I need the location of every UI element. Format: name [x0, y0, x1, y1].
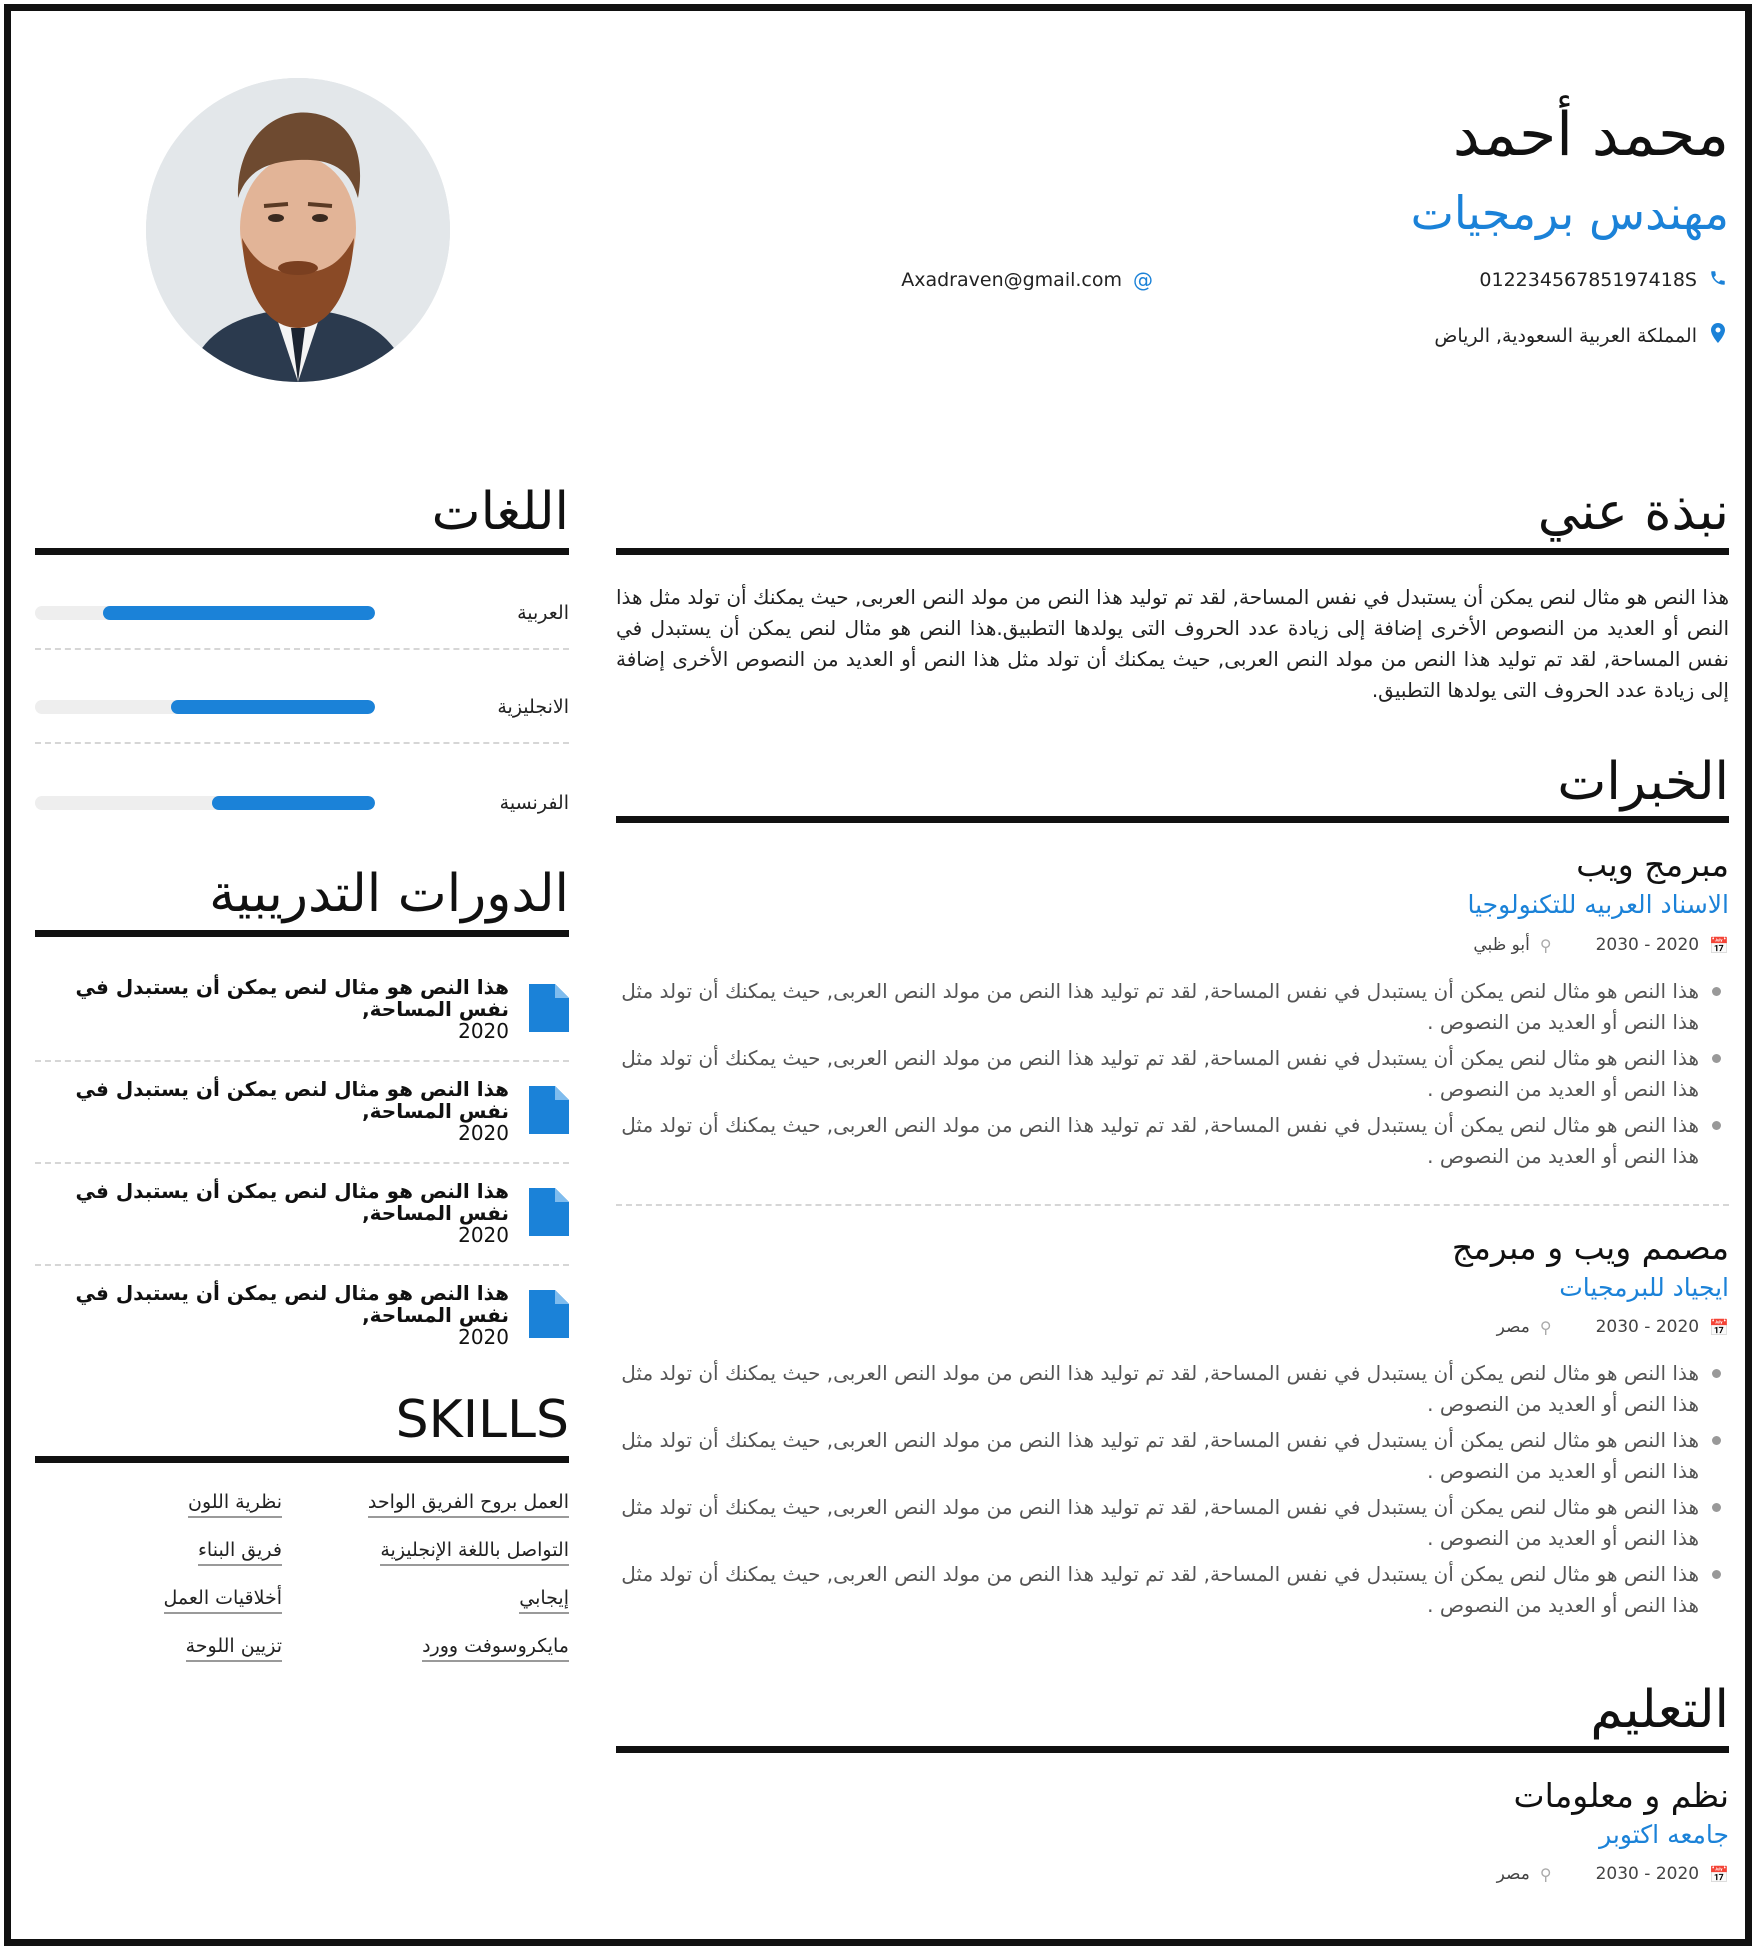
skill-item: إيجابي	[519, 1586, 569, 1614]
experience-rule	[616, 816, 1729, 823]
language-row-english	[35, 690, 569, 730]
courses-heading: الدورات التدريبية	[209, 864, 569, 924]
course-year: 2020	[458, 1019, 509, 1043]
list-item: هذا النص هو مثال لنص يمكن أن يستبدل في نفس المساحة, لقد تم توليد هذا النص من مولد النص العربى, حيث يمكنك أن تولد مثل هذا النص أو العديد من النصوص .	[616, 1425, 1729, 1487]
language-bar	[35, 796, 375, 810]
course-item	[35, 1180, 569, 1270]
course-year: 2020	[458, 1223, 509, 1247]
email-address[interactable]: Axadraven@gmail.com	[901, 269, 1122, 291]
job-1-dates: 2020 - 2030	[1595, 935, 1700, 955]
language-bar-fill	[103, 606, 375, 620]
profile-photo	[146, 78, 450, 382]
map-pin-icon	[1707, 323, 1729, 348]
location-contact	[1434, 323, 1729, 348]
list-item: هذا النص هو مثال لنص يمكن أن يستبدل في نفس المساحة, لقد تم توليد هذا النص من مولد النص العربى, حيث يمكنك أن تولد مثل هذا النص أو العديد من النصوص .	[616, 1043, 1729, 1105]
phone-icon	[1707, 268, 1729, 292]
calendar-icon: 📅	[1709, 1864, 1729, 1884]
education-school: جامعه اكتوبر	[1599, 1820, 1729, 1849]
course-year: 2020	[458, 1121, 509, 1145]
course-text: هذا النص هو مثال لنص يمكن أن يستبدل في نفس المساحة,	[75, 1179, 509, 1225]
document-icon	[529, 1188, 569, 1236]
map-pin-icon: ⚲	[1539, 1864, 1552, 1884]
skill-item: فريق البناء	[198, 1538, 282, 1566]
language-bar-fill	[212, 796, 375, 810]
person-name: محمد أحمد	[1452, 100, 1729, 170]
languages-heading: اللغات	[431, 482, 569, 542]
education-degree: نظم و معلومات	[1513, 1776, 1729, 1815]
divider	[35, 1060, 569, 1062]
header	[559, 0, 1729, 380]
skill-item: التواصل باللغة الإنجليزية	[380, 1538, 569, 1566]
course-item	[35, 1282, 569, 1372]
courses-rule	[35, 930, 569, 937]
skill-item: تزيين اللوحة	[186, 1634, 282, 1662]
job-2-title: مصمم ويب و مبرمج	[1451, 1228, 1729, 1267]
about-heading: نبذة عني	[1537, 482, 1729, 542]
map-pin-icon: ⚲	[1539, 1317, 1552, 1337]
language-name: الانجليزية	[497, 696, 569, 718]
course-year: 2020	[458, 1325, 509, 1349]
job-2-dates: 2020 - 2030	[1595, 1317, 1700, 1337]
calendar-icon: 📅	[1709, 935, 1729, 955]
list-item: هذا النص هو مثال لنص يمكن أن يستبدل في نفس المساحة, لقد تم توليد هذا النص من مولد النص العربى, حيث يمكنك أن تولد مثل هذا النص أو العديد من النصوص .	[616, 1110, 1729, 1172]
list-item: هذا النص هو مثال لنص يمكن أن يستبدل في نفس المساحة, لقد تم توليد هذا النص من مولد النص العربى, حيث يمكنك أن تولد مثل هذا النص أو العديد من النصوص .	[616, 976, 1729, 1038]
document-icon	[529, 1086, 569, 1134]
about-text: هذا النص هو مثال لنص يمكن أن يستبدل في نفس المساحة, لقد تم توليد هذا النص من مولد النص العربى, حيث يمكنك أن تولد مثل هذا النص أو العديد من النصوص الأخرى إضافة إلى زيادة عدد الحروف التى يولدها التطبيق.هذا النص هو مثال لنص يمكن أن يستبدل في نفس المساحة, لقد تم توليد هذا النص من مولد النص العربى, حيث يمكنك أن تولد مثل هذا النص أو العديد من النصوص الأخرى إضافة إلى زيادة عدد الحروف التى يولدها التطبيق.	[616, 585, 1729, 702]
course-text: هذا النص هو مثال لنص يمكن أن يستبدل في نفس المساحة,	[75, 1281, 509, 1327]
document-icon	[529, 984, 569, 1032]
job-1-meta	[1473, 935, 1729, 955]
divider	[35, 1264, 569, 1266]
education-meta	[1497, 1864, 1729, 1884]
language-bar	[35, 606, 375, 620]
job-1-title: مبرمج ويب	[1576, 845, 1729, 884]
divider	[35, 1162, 569, 1164]
skills-list	[35, 1490, 569, 1662]
phone-contact	[1479, 268, 1729, 292]
education-location: مصر	[1496, 1864, 1530, 1884]
job-title: مهندس برمجيات	[1410, 186, 1729, 240]
skill-item: مايكروسوفت وورد	[422, 1634, 569, 1662]
language-name: العربية	[517, 602, 569, 624]
skill-item: نظرية اللون	[188, 1490, 282, 1518]
at-icon: @	[1133, 268, 1153, 292]
language-name: الفرنسية	[499, 792, 569, 814]
course-item	[35, 1078, 569, 1168]
email-contact	[901, 268, 1154, 292]
job-2-meta	[1497, 1317, 1729, 1337]
job-1-bullets	[616, 976, 1729, 1177]
education-dates: 2020 - 2030	[1595, 1864, 1700, 1884]
education-heading: التعليم	[1590, 1680, 1729, 1740]
job-1-location: أبو ظبي	[1473, 935, 1530, 955]
document-icon	[529, 1290, 569, 1338]
divider	[35, 742, 569, 744]
calendar-icon: 📅	[1709, 1317, 1729, 1337]
skills-rule	[35, 1456, 569, 1463]
job-1-company: الاسناد العربيه للتكنولوجيا	[1467, 890, 1729, 919]
course-item	[35, 976, 569, 1066]
course-text: هذا النص هو مثال لنص يمكن أن يستبدل في نفس المساحة,	[75, 975, 509, 1021]
job-2-location: مصر	[1496, 1317, 1530, 1337]
divider	[616, 1204, 1729, 1206]
list-item: هذا النص هو مثال لنص يمكن أن يستبدل في نفس المساحة, لقد تم توليد هذا النص من مولد النص العربى, حيث يمكنك أن تولد مثل هذا النص أو العديد من النصوص .	[616, 1358, 1729, 1420]
skills-heading: SKILLS	[395, 1390, 569, 1450]
map-pin-icon: ⚲	[1539, 935, 1552, 955]
experience-heading: الخبرات	[1557, 752, 1729, 812]
skill-item: العمل بروح الفريق الواحد	[368, 1490, 569, 1518]
job-2-company: ايجياد للبرمجيات	[1559, 1273, 1729, 1302]
course-text: هذا النص هو مثال لنص يمكن أن يستبدل في نفس المساحة,	[75, 1077, 509, 1123]
language-row-arabic	[35, 596, 569, 636]
education-rule	[616, 1746, 1729, 1753]
skill-item: أخلاقيات العمل	[164, 1586, 283, 1614]
language-bar-fill	[171, 700, 375, 714]
list-item: هذا النص هو مثال لنص يمكن أن يستبدل في نفس المساحة, لقد تم توليد هذا النص من مولد النص العربى, حيث يمكنك أن تولد مثل هذا النص أو العديد من النصوص .	[616, 1492, 1729, 1554]
list-item: هذا النص هو مثال لنص يمكن أن يستبدل في نفس المساحة, لقد تم توليد هذا النص من مولد النص العربى, حيث يمكنك أن تولد مثل هذا النص أو العديد من النصوص .	[616, 1559, 1729, 1621]
divider	[35, 648, 569, 650]
language-bar	[35, 700, 375, 714]
location-text: المملكة العربية السعودية, الرياض	[1434, 324, 1697, 347]
job-2-bullets	[616, 1358, 1729, 1626]
about-rule	[616, 548, 1729, 555]
languages-rule	[35, 548, 569, 555]
phone-number[interactable]: 01223456785197418S	[1479, 269, 1697, 291]
language-row-french	[35, 786, 569, 826]
